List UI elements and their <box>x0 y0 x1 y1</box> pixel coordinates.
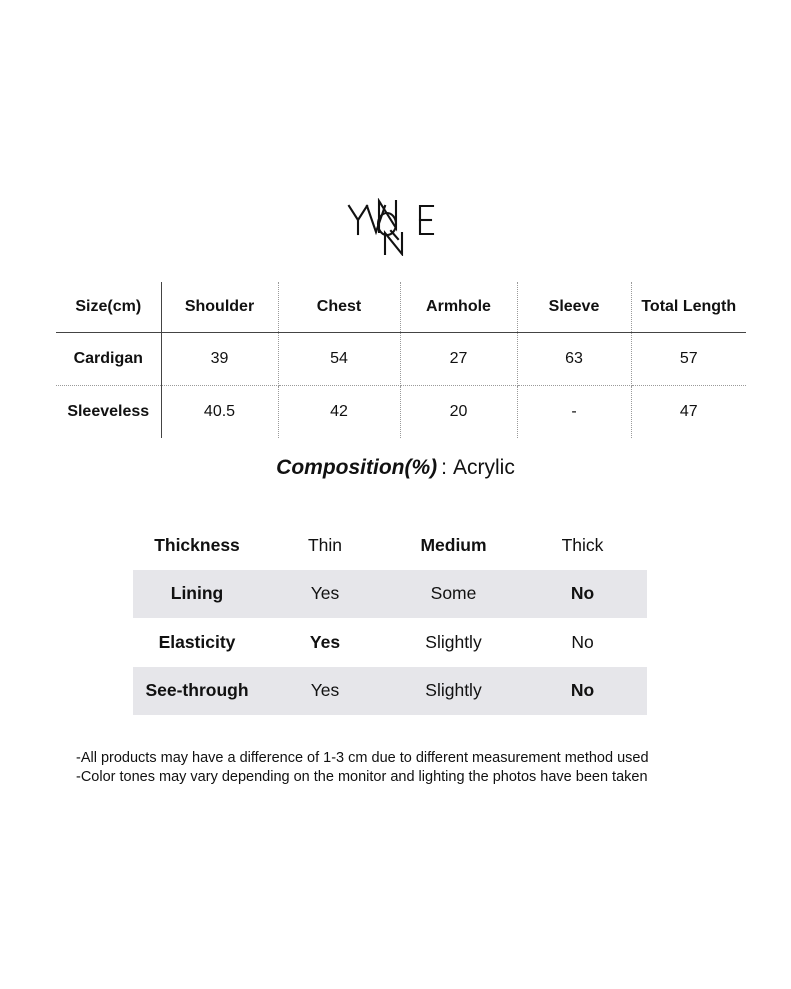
size-header: Size(cm) <box>56 282 161 333</box>
yvonne-monogram-logo-icon <box>345 198 441 256</box>
composition-value: Acrylic <box>452 456 515 479</box>
attribute-option: Yes <box>261 667 389 716</box>
attribute-option: Some <box>389 570 518 619</box>
row-label: Sleeveless <box>56 386 161 439</box>
note-measurement: -All products may have a difference of 1-3 cm due to different measurement method used <box>76 750 649 766</box>
table-cell: 63 <box>517 333 631 386</box>
composition-line <box>0 456 791 480</box>
table-row <box>56 333 746 386</box>
chest-header: Chest <box>278 282 400 333</box>
attribute-row-lining <box>133 570 647 619</box>
size-table-header-row <box>56 282 746 333</box>
attribute-option: Thick <box>561 534 604 555</box>
total-length-header: Total Length <box>631 282 746 333</box>
attribute-row-elasticity <box>133 618 647 667</box>
table-cell: 20 <box>400 386 517 439</box>
composition-label: Composition(%) <box>276 456 438 479</box>
composition-separator: : <box>441 456 447 479</box>
table-row <box>56 386 746 439</box>
attribute-name: See-through <box>133 667 261 716</box>
attribute-option-selected: Yes <box>309 631 341 652</box>
brand-logo <box>345 198 441 256</box>
table-cell: 39 <box>161 333 278 386</box>
attribute-option: No <box>571 631 594 652</box>
size-table <box>56 282 746 438</box>
attribute-name: Thickness <box>154 534 240 555</box>
attribute-option: Slightly <box>425 631 482 652</box>
table-cell: 42 <box>278 386 400 439</box>
attribute-row-see-through <box>133 667 647 716</box>
attribute-row-thickness <box>133 521 647 570</box>
row-label: Cardigan <box>56 333 161 386</box>
table-cell: 27 <box>400 333 517 386</box>
sleeve-header: Sleeve <box>517 282 631 333</box>
attribute-option: Slightly <box>389 667 518 716</box>
attribute-name: Lining <box>133 570 261 619</box>
armhole-header: Armhole <box>400 282 517 333</box>
attribute-option-selected: No <box>518 667 647 716</box>
table-cell: 40.5 <box>161 386 278 439</box>
attribute-option: Thin <box>307 534 343 555</box>
note-color: -Color tones may vary depending on the monitor and lighting the photos have been taken <box>76 769 648 785</box>
table-cell: - <box>517 386 631 439</box>
shoulder-header: Shoulder <box>161 282 278 333</box>
attribute-option-selected: Medium <box>420 534 487 555</box>
table-cell: 47 <box>679 403 698 420</box>
attribute-table <box>133 521 647 715</box>
attribute-name: Elasticity <box>158 631 236 652</box>
attribute-option: Yes <box>261 570 389 619</box>
table-cell: 57 <box>631 333 746 386</box>
table-cell: 54 <box>278 333 400 386</box>
notes <box>76 749 649 787</box>
attribute-option-selected: No <box>518 570 647 619</box>
